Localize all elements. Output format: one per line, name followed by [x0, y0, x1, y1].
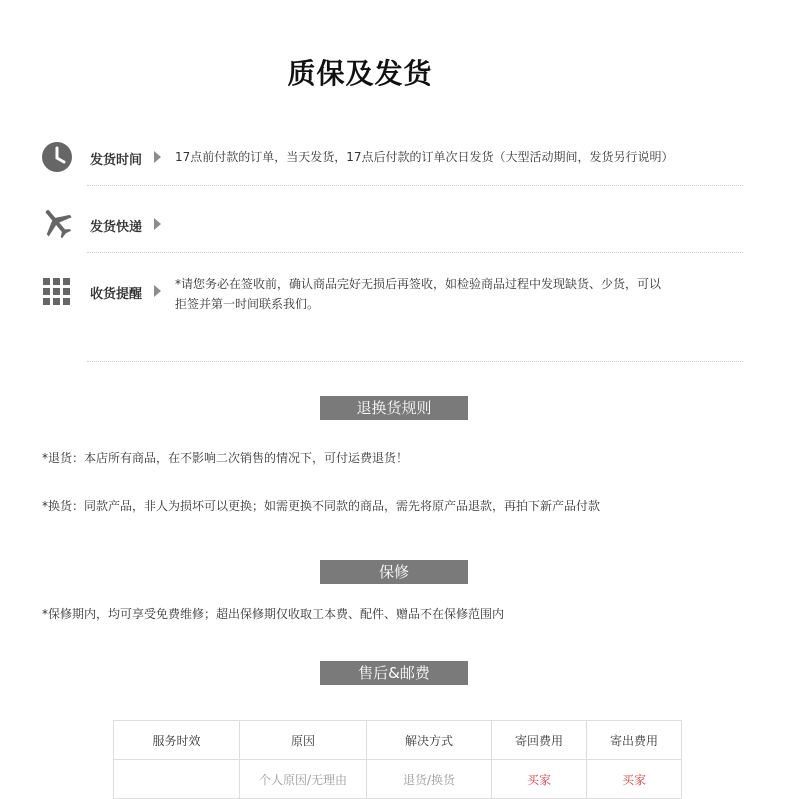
- table-row: [114, 760, 682, 799]
- table-cell: 个人原因/无理由: [240, 760, 367, 799]
- table-header: 解决方式: [367, 721, 492, 760]
- info-label: 收货提醒: [90, 287, 143, 302]
- after-sales-table: [113, 720, 682, 799]
- section-banner-warranty: 保修: [320, 560, 468, 584]
- table-cell: 退货/换货: [367, 760, 492, 799]
- rule-text: *保修期内，均可享受免费维修；超出保修期仅收取工本费、配件、赠品不在保修范围内: [42, 607, 505, 621]
- info-label: 发货快递: [90, 220, 143, 235]
- page-title: 质保及发货: [287, 57, 433, 90]
- chevron-right-icon: [154, 285, 161, 297]
- divider: [87, 185, 743, 186]
- grid-icon: [40, 275, 74, 309]
- airplane-icon: [40, 206, 74, 240]
- table-header: 原因: [240, 721, 367, 760]
- info-row-receipt-reminder: [40, 274, 743, 318]
- info-label: 发货时间: [90, 153, 143, 168]
- info-row-shipping-time: [40, 140, 743, 174]
- info-text: 17点前付款的订单，当天发货，17点后付款的订单次日发货（大型活动期间，发货另行说明）: [175, 150, 674, 164]
- info-row-courier: [40, 206, 743, 240]
- chevron-right-icon: [154, 218, 161, 230]
- rule-text: *换货：同款产品，非人为损坏可以更换；如需更换不同款的商品，需先将原产品退款，再拍下新产品付款: [42, 499, 601, 513]
- divider: [87, 252, 743, 253]
- table-cell: 买家: [492, 760, 587, 799]
- info-text-line: 拒签并第一时间联系我们。: [175, 297, 320, 311]
- rule-text: *退货：本店所有商品，在不影响二次销售的情况下，可付运费退货！: [42, 451, 409, 465]
- divider: [87, 361, 743, 362]
- section-banner-returns: 退换货规则: [320, 396, 468, 420]
- section-banner-after-sales: 售后&邮费: [320, 661, 468, 685]
- table-header: 寄出费用: [587, 721, 682, 760]
- table-cell: 买家: [587, 760, 682, 799]
- clock-icon: [40, 140, 74, 174]
- table-header-row: [114, 721, 682, 760]
- table-header: 寄回费用: [492, 721, 587, 760]
- table-header: 服务时效: [114, 721, 240, 760]
- info-text-line: *请您务必在签收前，确认商品完好无损后再签收，如检验商品过程中发现缺货、少货，可以: [175, 277, 662, 291]
- chevron-right-icon: [154, 151, 161, 163]
- table-cell: [114, 760, 240, 799]
